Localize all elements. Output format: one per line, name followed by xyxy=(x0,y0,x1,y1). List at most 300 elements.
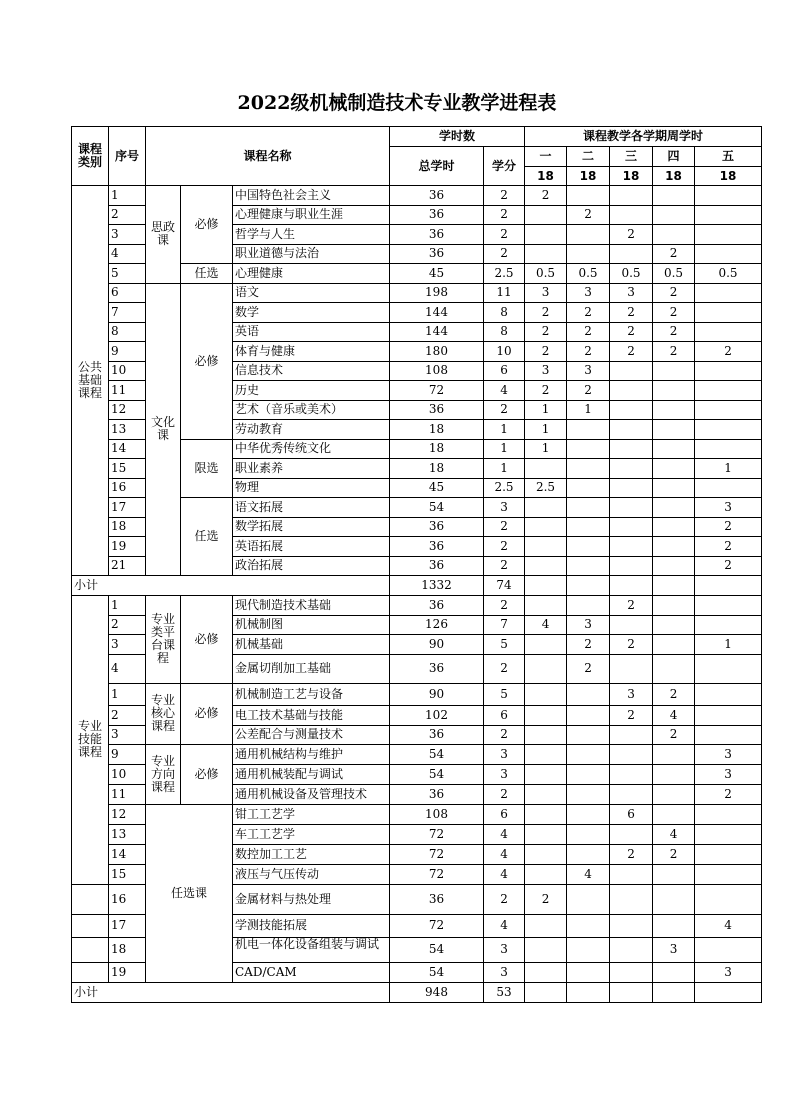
weekly-hours-cell: 2 xyxy=(610,845,653,865)
weekly-hours-cell xyxy=(695,705,762,725)
course-name-cell: 通用机械装配与调试 xyxy=(233,765,390,785)
group-wenhua: 文化课 xyxy=(146,283,181,576)
weekly-hours-cell xyxy=(567,537,610,557)
credits-cell: 4 xyxy=(484,825,525,845)
header-semester: 二 xyxy=(567,147,610,167)
weekly-hours-cell xyxy=(653,537,695,557)
group-platform: 专业类平台课程 xyxy=(146,596,181,684)
seq-cell: 19 xyxy=(109,962,146,982)
weekly-hours-cell xyxy=(567,705,610,725)
course-name-cell: 劳动教育 xyxy=(233,420,390,440)
weekly-hours-cell: 2 xyxy=(610,342,653,362)
group-direction: 专业方向课程 xyxy=(146,745,181,805)
weekly-hours-cell xyxy=(653,785,695,805)
weekly-hours-cell: 4 xyxy=(695,914,762,937)
total-hours-cell: 72 xyxy=(390,914,484,937)
course-name-cell: 数学 xyxy=(233,303,390,323)
weekly-hours-cell xyxy=(610,478,653,498)
table-row xyxy=(72,127,762,147)
weekly-hours-cell: 3 xyxy=(695,765,762,785)
weekly-hours-cell xyxy=(610,420,653,440)
weekly-hours-cell xyxy=(695,864,762,884)
credits-cell: 11 xyxy=(484,283,525,303)
weekly-hours-cell xyxy=(525,725,567,745)
weekly-hours-cell xyxy=(567,982,610,1002)
seq-cell: 9 xyxy=(109,745,146,765)
total-hours-cell: 45 xyxy=(390,478,484,498)
weekly-hours-cell: 4 xyxy=(525,615,567,635)
weekly-hours-cell xyxy=(653,864,695,884)
weekly-hours-cell xyxy=(525,498,567,518)
weekly-hours-cell: 1 xyxy=(695,459,762,479)
weekly-hours-cell xyxy=(695,244,762,264)
weekly-hours-cell xyxy=(567,420,610,440)
weekly-hours-cell: 3 xyxy=(695,745,762,765)
credits-cell: 2 xyxy=(484,186,525,206)
weekly-hours-cell: 2 xyxy=(525,884,567,914)
weekly-hours-cell: 1 xyxy=(567,400,610,420)
seq-cell: 13 xyxy=(109,420,146,440)
credits-cell: 2 xyxy=(484,596,525,616)
weekly-hours-cell: 2 xyxy=(653,342,695,362)
weekly-hours-cell xyxy=(567,439,610,459)
weekly-hours-cell: 2 xyxy=(610,225,653,245)
weekly-hours-cell: 3 xyxy=(610,283,653,303)
course-name-cell: 车工工艺学 xyxy=(233,825,390,845)
teaching-plan-table xyxy=(71,126,738,1003)
course-name-cell: 体育与健康 xyxy=(233,342,390,362)
total-hours-cell: 72 xyxy=(390,825,484,845)
seq-cell: 2 xyxy=(109,205,146,225)
weekly-hours-cell: 2 xyxy=(653,244,695,264)
total-hours-cell: 18 xyxy=(390,459,484,479)
table-row xyxy=(72,186,762,206)
credits-cell: 1 xyxy=(484,459,525,479)
weekly-hours-cell xyxy=(567,556,610,576)
seq-cell: 10 xyxy=(109,765,146,785)
weekly-hours-cell xyxy=(653,576,695,596)
weekly-hours-cell: 2 xyxy=(525,381,567,401)
credits-cell: 5 xyxy=(484,683,525,705)
seq-cell: 4 xyxy=(109,654,146,683)
total-hours-cell: 36 xyxy=(390,225,484,245)
seq-cell: 14 xyxy=(109,439,146,459)
weekly-hours-cell: 2 xyxy=(525,303,567,323)
weekly-hours-cell xyxy=(567,225,610,245)
weekly-hours-cell xyxy=(567,683,610,705)
seq-cell: 14 xyxy=(109,845,146,865)
weekly-hours-cell xyxy=(695,937,762,962)
header-weeks: 18 xyxy=(695,167,762,186)
weekly-hours-cell xyxy=(610,914,653,937)
weekly-hours-cell xyxy=(653,914,695,937)
weekly-hours-cell xyxy=(525,596,567,616)
total-hours-cell: 72 xyxy=(390,381,484,401)
total-hours-cell: 54 xyxy=(390,745,484,765)
total-hours-cell: 36 xyxy=(390,785,484,805)
header-weeks: 18 xyxy=(525,167,567,186)
header-hours-group: 学时数 xyxy=(390,127,525,147)
weekly-hours-cell: 2 xyxy=(610,596,653,616)
credits-cell: 7 xyxy=(484,615,525,635)
course-name-cell: 心理健康 xyxy=(233,264,390,284)
weekly-hours-cell xyxy=(653,654,695,683)
weekly-hours-cell: 2 xyxy=(653,845,695,865)
weekly-hours-cell xyxy=(567,459,610,479)
total-hours-cell: 144 xyxy=(390,322,484,342)
course-name-cell: 公差配合与测量技术 xyxy=(233,725,390,745)
total-hours-cell: 72 xyxy=(390,864,484,884)
total-hours-cell: 54 xyxy=(390,498,484,518)
weekly-hours-cell xyxy=(695,654,762,683)
type-elective: 任选 xyxy=(181,264,233,284)
weekly-hours-cell xyxy=(525,962,567,982)
header-seq: 序号 xyxy=(109,127,146,186)
weekly-hours-cell: 3 xyxy=(695,498,762,518)
weekly-hours-cell: 2 xyxy=(695,556,762,576)
weekly-hours-cell xyxy=(695,420,762,440)
weekly-hours-cell: 2 xyxy=(525,186,567,206)
total-hours-cell: 45 xyxy=(390,264,484,284)
weekly-hours-cell xyxy=(525,705,567,725)
weekly-hours-cell: 2.5 xyxy=(525,478,567,498)
header-semester: 五 xyxy=(695,147,762,167)
credits-cell: 6 xyxy=(484,705,525,725)
seq-cell: 19 xyxy=(109,537,146,557)
weekly-hours-cell xyxy=(567,498,610,518)
weekly-hours-cell: 2 xyxy=(567,322,610,342)
weekly-hours-cell: 3 xyxy=(525,283,567,303)
credits-cell: 8 xyxy=(484,303,525,323)
credits-cell: 10 xyxy=(484,342,525,362)
weekly-hours-cell xyxy=(610,576,653,596)
credits-cell: 8 xyxy=(484,322,525,342)
weekly-hours-cell xyxy=(567,596,610,616)
weekly-hours-cell xyxy=(695,982,762,1002)
weekly-hours-cell: 1 xyxy=(525,439,567,459)
weekly-hours-cell xyxy=(525,982,567,1002)
credits-cell: 2 xyxy=(484,654,525,683)
weekly-hours-cell xyxy=(567,785,610,805)
seq-cell: 3 xyxy=(109,225,146,245)
weekly-hours-cell xyxy=(610,785,653,805)
weekly-hours-cell xyxy=(695,283,762,303)
seq-cell: 13 xyxy=(109,825,146,845)
weekly-hours-cell xyxy=(610,439,653,459)
credits-cell: 4 xyxy=(484,381,525,401)
weekly-hours-cell xyxy=(567,884,610,914)
course-name-cell: 政治拓展 xyxy=(233,556,390,576)
weekly-hours-cell xyxy=(653,205,695,225)
total-hours-cell: 180 xyxy=(390,342,484,362)
credits-cell: 2 xyxy=(484,556,525,576)
total-hours-cell: 36 xyxy=(390,186,484,206)
weekly-hours-cell: 6 xyxy=(610,805,653,825)
header-category: 课程类别 xyxy=(72,127,109,186)
credits-cell: 2.5 xyxy=(484,264,525,284)
course-name-cell: 金属材料与热处理 xyxy=(233,884,390,914)
weekly-hours-cell: 2 xyxy=(567,205,610,225)
credits-cell: 2 xyxy=(484,785,525,805)
type-required: 必修 xyxy=(181,683,233,745)
weekly-hours-cell xyxy=(567,765,610,785)
total-hours-cell: 144 xyxy=(390,303,484,323)
weekly-hours-cell: 0.5 xyxy=(695,264,762,284)
total-hours-cell: 36 xyxy=(390,725,484,745)
weekly-hours-cell: 3 xyxy=(610,683,653,705)
weekly-hours-cell: 2 xyxy=(653,683,695,705)
weekly-hours-cell xyxy=(525,937,567,962)
seq-cell: 10 xyxy=(109,361,146,381)
header-weeks: 18 xyxy=(567,167,610,186)
weekly-hours-cell xyxy=(695,576,762,596)
course-name-cell: CAD/CAM xyxy=(233,962,390,982)
weekly-hours-cell xyxy=(610,498,653,518)
total-hours-cell: 54 xyxy=(390,937,484,962)
weekly-hours-cell xyxy=(567,845,610,865)
weekly-hours-cell: 1 xyxy=(525,400,567,420)
weekly-hours-cell: 4 xyxy=(653,825,695,845)
course-name-cell: 现代制造技术基础 xyxy=(233,596,390,616)
weekly-hours-cell xyxy=(610,459,653,479)
total-hours-cell: 36 xyxy=(390,596,484,616)
weekly-hours-cell xyxy=(695,322,762,342)
total-hours-cell: 198 xyxy=(390,283,484,303)
course-name-cell: 职业素养 xyxy=(233,459,390,479)
course-name-cell: 中国特色社会主义 xyxy=(233,186,390,206)
weekly-hours-cell xyxy=(653,381,695,401)
type-required: 必修 xyxy=(181,745,233,805)
weekly-hours-cell xyxy=(695,186,762,206)
weekly-hours-cell xyxy=(525,765,567,785)
weekly-hours-cell: 3 xyxy=(525,361,567,381)
weekly-hours-cell: 2 xyxy=(695,517,762,537)
weekly-hours-cell xyxy=(525,785,567,805)
credits-cell: 2.5 xyxy=(484,478,525,498)
seq-cell: 2 xyxy=(109,615,146,635)
weekly-hours-cell xyxy=(525,244,567,264)
weekly-hours-cell: 2 xyxy=(653,283,695,303)
weekly-hours-cell xyxy=(695,361,762,381)
type-required: 必修 xyxy=(181,186,233,264)
seq-cell: 16 xyxy=(109,884,146,914)
weekly-hours-cell: 2 xyxy=(567,654,610,683)
weekly-hours-cell xyxy=(525,914,567,937)
weekly-hours-cell xyxy=(610,864,653,884)
weekly-hours-cell xyxy=(695,439,762,459)
course-name-cell: 英语 xyxy=(233,322,390,342)
credits-cell: 3 xyxy=(484,745,525,765)
total-hours-cell: 90 xyxy=(390,635,484,655)
weekly-hours-cell xyxy=(695,400,762,420)
weekly-hours-cell xyxy=(695,683,762,705)
credits-cell: 2 xyxy=(484,517,525,537)
header-credits: 学分 xyxy=(484,147,525,186)
course-name-cell: 中华优秀传统文化 xyxy=(233,439,390,459)
seq-cell: 21 xyxy=(109,556,146,576)
weekly-hours-cell xyxy=(610,725,653,745)
weekly-hours-cell: 2 xyxy=(610,322,653,342)
credits-cell: 6 xyxy=(484,805,525,825)
weekly-hours-cell xyxy=(653,765,695,785)
seq-cell: 17 xyxy=(109,914,146,937)
course-name-cell: 哲学与人生 xyxy=(233,225,390,245)
subtotal-hours: 948 xyxy=(390,982,484,1002)
course-name-cell: 心理健康与职业生涯 xyxy=(233,205,390,225)
table-row xyxy=(72,283,762,303)
credits-cell: 4 xyxy=(484,864,525,884)
weekly-hours-cell xyxy=(525,864,567,884)
credits-cell: 2 xyxy=(484,537,525,557)
weekly-hours-cell xyxy=(610,884,653,914)
weekly-hours-cell xyxy=(653,420,695,440)
weekly-hours-cell xyxy=(567,517,610,537)
weekly-hours-cell xyxy=(653,459,695,479)
credits-cell: 2 xyxy=(484,225,525,245)
total-hours-cell: 108 xyxy=(390,805,484,825)
header-weeks: 18 xyxy=(653,167,695,186)
weekly-hours-cell xyxy=(567,576,610,596)
credits-cell: 2 xyxy=(484,400,525,420)
table-row xyxy=(72,805,762,825)
weekly-hours-cell: 2 xyxy=(695,537,762,557)
course-name-cell: 语文拓展 xyxy=(233,498,390,518)
weekly-hours-cell xyxy=(653,361,695,381)
weekly-hours-cell xyxy=(653,225,695,245)
seq-cell: 11 xyxy=(109,381,146,401)
weekly-hours-cell xyxy=(695,225,762,245)
total-hours-cell: 18 xyxy=(390,420,484,440)
seq-cell: 17 xyxy=(109,498,146,518)
type-limited: 限选 xyxy=(181,439,233,498)
weekly-hours-cell: 3 xyxy=(653,937,695,962)
weekly-hours-cell xyxy=(610,982,653,1002)
weekly-hours-cell xyxy=(567,725,610,745)
course-name-cell: 职业道德与法治 xyxy=(233,244,390,264)
weekly-hours-cell xyxy=(610,400,653,420)
weekly-hours-cell: 4 xyxy=(653,705,695,725)
seq-cell: 3 xyxy=(109,635,146,655)
weekly-hours-cell xyxy=(653,982,695,1002)
course-name-cell: 机械制图 xyxy=(233,615,390,635)
category-blank xyxy=(72,884,109,914)
table-row xyxy=(72,745,762,765)
seq-cell: 2 xyxy=(109,705,146,725)
table-row xyxy=(72,982,762,1002)
subtotal-hours: 1332 xyxy=(390,576,484,596)
course-name-cell: 通用机械结构与维护 xyxy=(233,745,390,765)
weekly-hours-cell xyxy=(653,805,695,825)
total-hours-cell: 54 xyxy=(390,962,484,982)
course-name-cell: 信息技术 xyxy=(233,361,390,381)
total-hours-cell: 36 xyxy=(390,244,484,264)
weekly-hours-cell xyxy=(653,635,695,655)
weekly-hours-cell xyxy=(610,537,653,557)
weekly-hours-cell xyxy=(653,498,695,518)
credits-cell: 4 xyxy=(484,845,525,865)
weekly-hours-cell xyxy=(610,962,653,982)
weekly-hours-cell xyxy=(525,517,567,537)
course-name-cell: 机械制造工艺与设备 xyxy=(233,683,390,705)
weekly-hours-cell: 4 xyxy=(567,864,610,884)
weekly-hours-cell xyxy=(610,825,653,845)
weekly-hours-cell: 2 xyxy=(695,785,762,805)
weekly-hours-cell xyxy=(695,884,762,914)
weekly-hours-cell xyxy=(653,400,695,420)
credits-cell: 4 xyxy=(484,914,525,937)
weekly-hours-cell xyxy=(525,805,567,825)
weekly-hours-cell xyxy=(653,517,695,537)
weekly-hours-cell xyxy=(567,745,610,765)
weekly-hours-cell xyxy=(525,205,567,225)
course-name-cell: 数控加工工艺 xyxy=(233,845,390,865)
weekly-hours-cell xyxy=(567,244,610,264)
category-blank xyxy=(72,914,109,937)
weekly-hours-cell: 2 xyxy=(610,303,653,323)
header-semester: 三 xyxy=(610,147,653,167)
weekly-hours-cell xyxy=(610,244,653,264)
weekly-hours-cell xyxy=(695,615,762,635)
course-name-cell: 机电一体化设备组装与调试 xyxy=(233,937,390,962)
course-name-cell: 艺术（音乐或美术） xyxy=(233,400,390,420)
seq-cell: 7 xyxy=(109,303,146,323)
weekly-hours-cell: 1 xyxy=(695,635,762,655)
weekly-hours-cell xyxy=(653,439,695,459)
weekly-hours-cell xyxy=(610,186,653,206)
weekly-hours-cell xyxy=(567,478,610,498)
weekly-hours-cell xyxy=(653,186,695,206)
credits-cell: 1 xyxy=(484,420,525,440)
credits-cell: 2 xyxy=(484,244,525,264)
weekly-hours-cell xyxy=(567,186,610,206)
category-public: 公共基础课程 xyxy=(72,186,109,576)
weekly-hours-cell xyxy=(653,615,695,635)
category-professional: 专业技能课程 xyxy=(72,596,109,885)
credits-cell: 3 xyxy=(484,765,525,785)
course-name-cell: 通用机械设备及管理技术 xyxy=(233,785,390,805)
group-core: 专业核心课程 xyxy=(146,683,181,745)
group-sizheng: 思政课 xyxy=(146,186,181,284)
weekly-hours-cell: 2 xyxy=(653,303,695,323)
weekly-hours-cell xyxy=(695,596,762,616)
seq-cell: 12 xyxy=(109,805,146,825)
weekly-hours-cell: 3 xyxy=(695,962,762,982)
seq-cell: 9 xyxy=(109,342,146,362)
total-hours-cell: 90 xyxy=(390,683,484,705)
weekly-hours-cell xyxy=(525,654,567,683)
course-name-cell: 电工技术基础与技能 xyxy=(233,705,390,725)
weekly-hours-cell xyxy=(653,596,695,616)
course-name-cell: 语文 xyxy=(233,283,390,303)
weekly-hours-cell xyxy=(653,556,695,576)
weekly-hours-cell: 2 xyxy=(525,322,567,342)
weekly-hours-cell xyxy=(695,381,762,401)
weekly-hours-cell: 0.5 xyxy=(525,264,567,284)
weekly-hours-cell: 3 xyxy=(567,361,610,381)
weekly-hours-cell: 2 xyxy=(610,635,653,655)
header-weeks: 18 xyxy=(610,167,653,186)
category-blank xyxy=(72,937,109,962)
seq-cell: 5 xyxy=(109,264,146,284)
seq-cell: 15 xyxy=(109,459,146,479)
weekly-hours-cell: 2 xyxy=(567,381,610,401)
weekly-hours-cell xyxy=(567,825,610,845)
weekly-hours-cell: 0.5 xyxy=(610,264,653,284)
weekly-hours-cell: 2 xyxy=(695,342,762,362)
total-hours-cell: 36 xyxy=(390,400,484,420)
weekly-hours-cell: 2 xyxy=(525,342,567,362)
total-hours-cell: 72 xyxy=(390,845,484,865)
